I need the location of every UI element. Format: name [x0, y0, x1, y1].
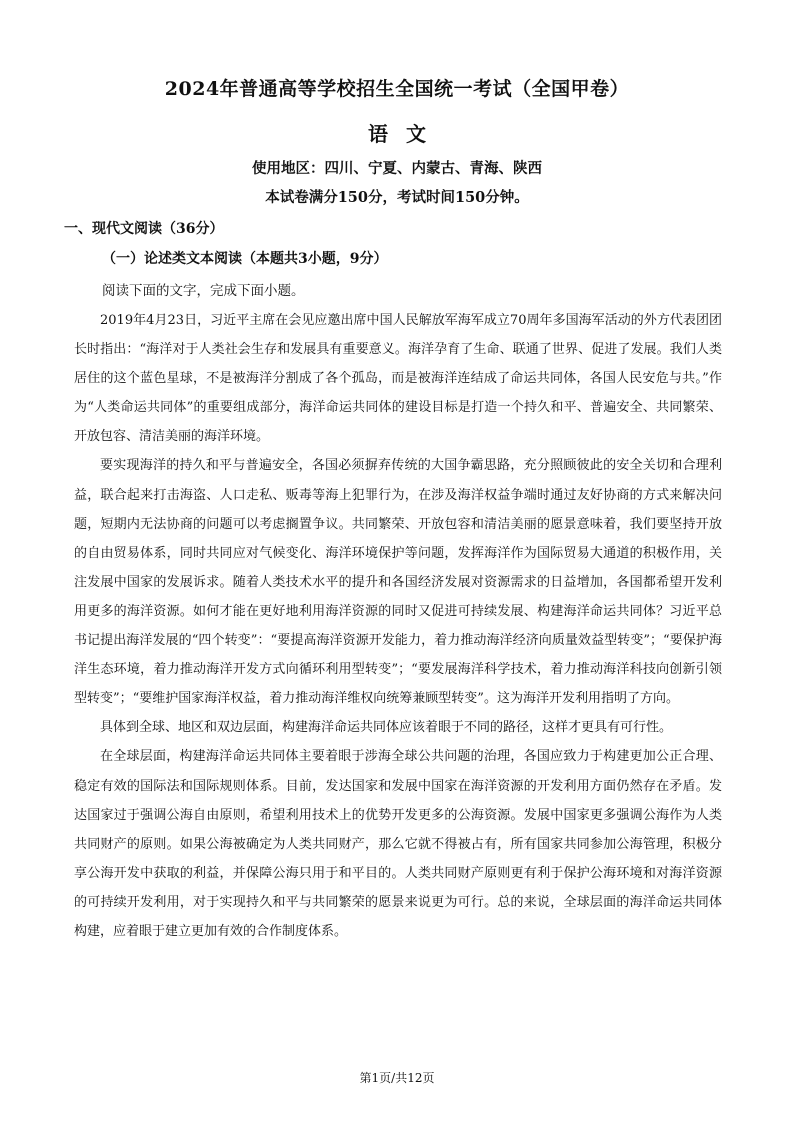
page-number: 第1页/共12页	[359, 1071, 435, 1085]
exam-title: 2024年普通高等学校招生全国统一考试（全国甲卷）	[164, 78, 630, 100]
subject-title: 语文	[368, 122, 444, 146]
passage-paragraph-3: 具体到全球、地区和双边层面，构建海洋命运共同体应该着眼于不同的路径，这样才更具有可行性。	[100, 720, 673, 736]
passage-body	[74, 306, 722, 946]
usage-region: 使用地区：四川、宁夏、内蒙古、青海、陕西	[252, 160, 542, 177]
passage-paragraph-1: 2019年4月23日，习近平主席在会见应邀出席中国人民解放军海军成立70周年多国海军活动的外方代表团团长时指出：“海洋对于人类社会生存和发展具有重要意义。海洋孕育了生命、联通了世界、促进了发展。我们人类居住的这个蓝色星球，不是被海洋分割成了各个孤岛，而是被海洋连结成了命运共同体，各国人民安危与共。”作为“人类命运共同体”的重要组成部分，海洋命运共同体的建设目标是打造一个持久和平、普遍安全、共同繁荣、开放包容、清洁美丽的海洋环境。	[74, 313, 722, 445]
passage-paragraph-2: 要实现海洋的持久和平与普遍安全，各国必须摒弃传统的大国争霸思路，充分照顾彼此的安全关切和合理利益，联合起来打击海盗、人口走私、贩毒等海上犯罪行为，在涉及海洋权益争端时通过友好协商的方式来解决问题，短期内无法协商的问题可以考虑搁置争议。共同繁荣、开放包容和清洁美丽的愿景意味着，我们要坚持开放的自由贸易体系，同时共同应对气候变化、海洋环境保护等问题，发挥海洋作为国际贸易大通道的积极作用，关注发展中国家的发展诉求。随着人类技术水平的提升和各国经济发展对资源需求的日益增加，各国都希望开发利用更多的海洋资源。如何才能在更好地利用海洋资源的同时又促进可持续发展、构建海洋命运共同体？习近平总书记提出海洋发展的“四个转变”：“要提高海洋资源开发能力，着力推动海洋经济向质量效益型转变”；“要保护海洋生态环境，着力推动海洋开发方式向循环利用型转变”；“要发展海洋科学技术，着力推动海洋科技向创新引领型转变”；“要维护国家海洋权益，着力推动海洋维权向统筹兼顾型转变”。这为海洋开发利用指明了方向。	[74, 458, 722, 707]
subsection-heading: （一）论述类文本阅读（本题共3小题，9分）	[102, 251, 388, 267]
section-heading: 一、现代文阅读（36分）	[64, 221, 224, 237]
exam-info: 本试卷满分150分，考试时间150分钟。	[265, 189, 529, 206]
reading-instruction: 阅读下面的文字，完成下面小题。	[102, 283, 305, 299]
passage-paragraph-4: 在全球层面，构建海洋命运共同体主要着眼于涉海全球公共问题的治理，各国应致力于构建更加公正合理、稳定有效的国际法和国际规则体系。目前，发达国家和发展中国家在海洋资源的开发利用方面仍然存在矛盾。发达国家过于强调公海自由原则，希望利用技术上的优势开发更多的公海资源。发展中国家更多强调公海作为人类共同财产的原则。如果公海被确定为人类共同财产，那么它就不得被占有，所有国家共同参加公海管理，积极分享公海开发中获取的利益，并保障公海只用于和平目的。人类共同财产原则更有利于保护公海环境和对海洋资源的可持续开发利用，对于实现持久和平与共同繁荣的愿景来说更为可行。总的来说，全球层面的海洋命运共同体构建，应着眼于建立更加有效的合作制度体系。	[74, 749, 722, 939]
